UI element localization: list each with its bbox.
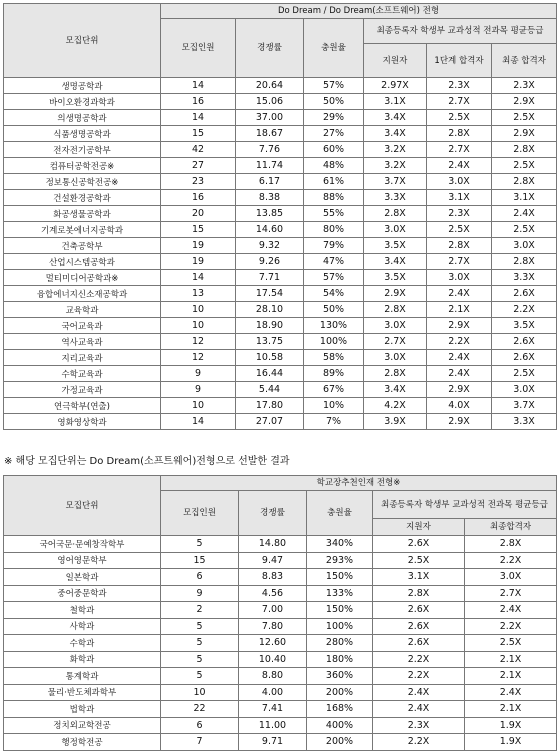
value-cell: 7.00 bbox=[239, 602, 307, 619]
value-cell: 9 bbox=[161, 366, 236, 382]
value-cell: 2.8X bbox=[427, 126, 492, 142]
unit-name-cell: 통계학과 bbox=[4, 668, 161, 685]
table-row bbox=[4, 552, 557, 569]
unit-name-cell: 화공생물공학과 bbox=[4, 206, 161, 222]
value-cell: 4.0X bbox=[427, 398, 492, 414]
value-cell: 133% bbox=[307, 585, 373, 602]
value-cell: 89% bbox=[304, 366, 364, 382]
unit-name-cell: 건설환경공학과 bbox=[4, 190, 161, 206]
value-cell: 3.2X bbox=[364, 158, 427, 174]
table-row bbox=[4, 206, 557, 222]
value-cell: 150% bbox=[307, 569, 373, 586]
value-cell: 14 bbox=[161, 110, 236, 126]
value-cell: 11.00 bbox=[239, 717, 307, 734]
value-cell: 12 bbox=[161, 350, 236, 366]
unit-name-cell: 국어교육과 bbox=[4, 318, 161, 334]
unit-name-cell: 역사교육과 bbox=[4, 334, 161, 350]
unit-name-cell: 물리·반도체과학부 bbox=[4, 684, 161, 701]
header-group-title: Do Dream / Do Dream(소프트웨어) 전형 bbox=[161, 4, 557, 19]
value-cell: 55% bbox=[304, 206, 364, 222]
value-cell: 9 bbox=[161, 585, 239, 602]
value-cell: 13.85 bbox=[236, 206, 304, 222]
value-cell: 3.0X bbox=[427, 174, 492, 190]
value-cell: 2.3X bbox=[373, 717, 465, 734]
table-row bbox=[4, 302, 557, 318]
value-cell: 37.00 bbox=[236, 110, 304, 126]
value-cell: 17.54 bbox=[236, 286, 304, 302]
value-cell: 2.7X bbox=[427, 94, 492, 110]
value-cell: 20.64 bbox=[236, 78, 304, 94]
header-grade-group: 최종등록자 학생부 교과성적 전과목 평균등급 bbox=[364, 19, 557, 44]
value-cell: 13.75 bbox=[236, 334, 304, 350]
table-row bbox=[4, 382, 557, 398]
unit-name-cell: 정보통신공학전공※ bbox=[4, 174, 161, 190]
table-row bbox=[4, 174, 557, 190]
value-cell: 6 bbox=[161, 569, 239, 586]
value-cell: 19 bbox=[161, 238, 236, 254]
value-cell: 48% bbox=[304, 158, 364, 174]
value-cell: 14.80 bbox=[239, 536, 307, 553]
value-cell: 2.2X bbox=[373, 668, 465, 685]
value-cell: 180% bbox=[307, 651, 373, 668]
value-cell: 79% bbox=[304, 238, 364, 254]
unit-name-cell: 사학과 bbox=[4, 618, 161, 635]
value-cell: 5.44 bbox=[236, 382, 304, 398]
value-cell: 3.5X bbox=[364, 270, 427, 286]
value-cell: 3.4X bbox=[364, 382, 427, 398]
table-row bbox=[4, 585, 557, 602]
header-group-title: 학교장추천인재 전형※ bbox=[161, 476, 557, 491]
value-cell: 15 bbox=[161, 222, 236, 238]
table-row bbox=[4, 602, 557, 619]
header-competition: 경쟁률 bbox=[236, 19, 304, 78]
value-cell: 6.17 bbox=[236, 174, 304, 190]
value-cell: 2.6X bbox=[492, 350, 557, 366]
header-fill-rate: 충원율 bbox=[307, 491, 373, 536]
value-cell: 2.6X bbox=[373, 602, 465, 619]
value-cell: 2.7X bbox=[364, 334, 427, 350]
unit-name-cell: 수학교육과 bbox=[4, 366, 161, 382]
value-cell: 20 bbox=[161, 206, 236, 222]
value-cell: 4.00 bbox=[239, 684, 307, 701]
header-unit: 모집단위 bbox=[4, 4, 161, 78]
unit-name-cell: 법학과 bbox=[4, 701, 161, 718]
table-row bbox=[4, 684, 557, 701]
value-cell: 88% bbox=[304, 190, 364, 206]
value-cell: 3.1X bbox=[427, 190, 492, 206]
value-cell: 14 bbox=[161, 78, 236, 94]
table-row bbox=[4, 334, 557, 350]
table-row bbox=[4, 569, 557, 586]
value-cell: 13 bbox=[161, 286, 236, 302]
value-cell: 18.67 bbox=[236, 126, 304, 142]
value-cell: 9.47 bbox=[239, 552, 307, 569]
value-cell: 58% bbox=[304, 350, 364, 366]
header-quota: 모집인원 bbox=[161, 19, 236, 78]
unit-name-cell: 정치외교학전공 bbox=[4, 717, 161, 734]
value-cell: 100% bbox=[304, 334, 364, 350]
table-row bbox=[4, 398, 557, 414]
table-row bbox=[4, 414, 557, 430]
unit-name-cell: 연극학부(연출) bbox=[4, 398, 161, 414]
value-cell: 4.56 bbox=[239, 585, 307, 602]
value-cell: 22 bbox=[161, 701, 239, 718]
value-cell: 12 bbox=[161, 334, 236, 350]
value-cell: 2.5X bbox=[492, 222, 557, 238]
value-cell: 57% bbox=[304, 78, 364, 94]
unit-name-cell: 영화영상학과 bbox=[4, 414, 161, 430]
table-row bbox=[4, 270, 557, 286]
value-cell: 15 bbox=[161, 126, 236, 142]
value-cell: 9.26 bbox=[236, 254, 304, 270]
value-cell: 10 bbox=[161, 398, 236, 414]
value-cell: 360% bbox=[307, 668, 373, 685]
value-cell: 6 bbox=[161, 717, 239, 734]
table-row bbox=[4, 701, 557, 718]
value-cell: 42 bbox=[161, 142, 236, 158]
value-cell: 5 bbox=[161, 635, 239, 652]
unit-name-cell: 의생명공학과 bbox=[4, 110, 161, 126]
value-cell: 3.1X bbox=[364, 94, 427, 110]
value-cell: 17.80 bbox=[236, 398, 304, 414]
value-cell: 2.2X bbox=[465, 552, 557, 569]
value-cell: 47% bbox=[304, 254, 364, 270]
value-cell: 7.76 bbox=[236, 142, 304, 158]
table-row bbox=[4, 238, 557, 254]
unit-name-cell: 화학과 bbox=[4, 651, 161, 668]
value-cell: 16 bbox=[161, 94, 236, 110]
unit-name-cell: 행정학전공 bbox=[4, 734, 161, 751]
value-cell: 2.9X bbox=[427, 318, 492, 334]
table-row bbox=[4, 734, 557, 751]
header-competition: 경쟁률 bbox=[239, 491, 307, 536]
value-cell: 16 bbox=[161, 190, 236, 206]
value-cell: 2.6X bbox=[492, 334, 557, 350]
value-cell: 12.60 bbox=[239, 635, 307, 652]
value-cell: 8.38 bbox=[236, 190, 304, 206]
value-cell: 2.4X bbox=[465, 684, 557, 701]
value-cell: 15.06 bbox=[236, 94, 304, 110]
value-cell: 2.5X bbox=[427, 222, 492, 238]
value-cell: 2.4X bbox=[373, 684, 465, 701]
value-cell: 18.90 bbox=[236, 318, 304, 334]
value-cell: 10 bbox=[161, 302, 236, 318]
value-cell: 2.4X bbox=[427, 286, 492, 302]
header-applicant: 지원자 bbox=[364, 44, 427, 78]
value-cell: 3.3X bbox=[492, 270, 557, 286]
value-cell: 2.8X bbox=[364, 206, 427, 222]
value-cell: 3.0X bbox=[492, 238, 557, 254]
value-cell: 3.0X bbox=[427, 270, 492, 286]
value-cell: 200% bbox=[307, 734, 373, 751]
value-cell: 2.4X bbox=[465, 602, 557, 619]
value-cell: 19 bbox=[161, 254, 236, 270]
value-cell: 7 bbox=[161, 734, 239, 751]
table-row bbox=[4, 350, 557, 366]
value-cell: 3.2X bbox=[364, 142, 427, 158]
value-cell: 27% bbox=[304, 126, 364, 142]
table-row bbox=[4, 254, 557, 270]
value-cell: 10.58 bbox=[236, 350, 304, 366]
value-cell: 3.0X bbox=[492, 382, 557, 398]
unit-name-cell: 지리교육과 bbox=[4, 350, 161, 366]
value-cell: 2.6X bbox=[373, 536, 465, 553]
value-cell: 2.5X bbox=[427, 110, 492, 126]
value-cell: 8.80 bbox=[239, 668, 307, 685]
value-cell: 5 bbox=[161, 536, 239, 553]
table-row bbox=[4, 651, 557, 668]
value-cell: 2.2X bbox=[492, 302, 557, 318]
principal-recommendation-results-table bbox=[3, 475, 557, 751]
table-row bbox=[4, 286, 557, 302]
value-cell: 7% bbox=[304, 414, 364, 430]
value-cell: 2.5X bbox=[492, 366, 557, 382]
value-cell: 3.4X bbox=[364, 110, 427, 126]
value-cell: 61% bbox=[304, 174, 364, 190]
value-cell: 50% bbox=[304, 302, 364, 318]
value-cell: 280% bbox=[307, 635, 373, 652]
table-row bbox=[4, 190, 557, 206]
unit-name-cell: 전자전기공학부 bbox=[4, 142, 161, 158]
value-cell: 2.2X bbox=[373, 734, 465, 751]
footnote: ※ 해당 모집단위는 Do Dream(소프트웨어)전형으로 선발한 결과 bbox=[4, 456, 290, 467]
unit-name-cell: 기계로봇에너지공학과 bbox=[4, 222, 161, 238]
table-row bbox=[4, 142, 557, 158]
value-cell: 2.3X bbox=[427, 206, 492, 222]
value-cell: 50% bbox=[304, 94, 364, 110]
value-cell: 2.5X bbox=[492, 110, 557, 126]
value-cell: 293% bbox=[307, 552, 373, 569]
table-row bbox=[4, 126, 557, 142]
value-cell: 2.4X bbox=[492, 206, 557, 222]
unit-name-cell: 가정교육과 bbox=[4, 382, 161, 398]
unit-name-cell: 컴퓨터공학전공※ bbox=[4, 158, 161, 174]
value-cell: 3.0X bbox=[364, 350, 427, 366]
value-cell: 57% bbox=[304, 270, 364, 286]
value-cell: 2.6X bbox=[373, 618, 465, 635]
value-cell: 150% bbox=[307, 602, 373, 619]
value-cell: 3.0X bbox=[364, 222, 427, 238]
value-cell: 4.2X bbox=[364, 398, 427, 414]
unit-name-cell: 교육학과 bbox=[4, 302, 161, 318]
table-row bbox=[4, 78, 557, 94]
value-cell: 5 bbox=[161, 668, 239, 685]
header-final: 최종 합격자 bbox=[492, 44, 557, 78]
header-fill-rate: 충원율 bbox=[304, 19, 364, 78]
value-cell: 2.1X bbox=[465, 701, 557, 718]
value-cell: 9.32 bbox=[236, 238, 304, 254]
value-cell: 2.8X bbox=[364, 366, 427, 382]
value-cell: 2.4X bbox=[373, 701, 465, 718]
value-cell: 1.9X bbox=[465, 717, 557, 734]
value-cell: 2.5X bbox=[373, 552, 465, 569]
value-cell: 29% bbox=[304, 110, 364, 126]
value-cell: 2.6X bbox=[492, 286, 557, 302]
value-cell: 8.83 bbox=[239, 569, 307, 586]
value-cell: 10.40 bbox=[239, 651, 307, 668]
value-cell: 10 bbox=[161, 318, 236, 334]
unit-name-cell: 중어중문학과 bbox=[4, 585, 161, 602]
unit-name-cell: 일본학과 bbox=[4, 569, 161, 586]
value-cell: 9 bbox=[161, 382, 236, 398]
value-cell: 100% bbox=[307, 618, 373, 635]
header-quota: 모집인원 bbox=[161, 491, 239, 536]
do-dream-results-table bbox=[3, 3, 557, 430]
value-cell: 3.5X bbox=[492, 318, 557, 334]
value-cell: 2.4X bbox=[427, 350, 492, 366]
header-grade-group: 최종등록자 학생부 교과성적 전과목 평균등급 bbox=[373, 491, 557, 519]
value-cell: 2.8X bbox=[427, 238, 492, 254]
value-cell: 7.41 bbox=[239, 701, 307, 718]
value-cell: 15 bbox=[161, 552, 239, 569]
value-cell: 2.9X bbox=[492, 126, 557, 142]
table-row bbox=[4, 158, 557, 174]
value-cell: 2.9X bbox=[364, 286, 427, 302]
value-cell: 2.8X bbox=[492, 142, 557, 158]
value-cell: 27.07 bbox=[236, 414, 304, 430]
value-cell: 2.6X bbox=[373, 635, 465, 652]
value-cell: 3.0X bbox=[465, 569, 557, 586]
table-row bbox=[4, 222, 557, 238]
value-cell: 2.7X bbox=[427, 142, 492, 158]
value-cell: 7.71 bbox=[236, 270, 304, 286]
value-cell: 2.2X bbox=[373, 651, 465, 668]
value-cell: 27 bbox=[161, 158, 236, 174]
header-final: 최종합격자 bbox=[465, 519, 557, 536]
value-cell: 2.8X bbox=[492, 254, 557, 270]
value-cell: 3.1X bbox=[492, 190, 557, 206]
table1-body bbox=[4, 78, 557, 430]
header-applicant: 지원자 bbox=[373, 519, 465, 536]
value-cell: 14.60 bbox=[236, 222, 304, 238]
value-cell: 3.3X bbox=[492, 414, 557, 430]
value-cell: 2.3X bbox=[492, 78, 557, 94]
table-row bbox=[4, 618, 557, 635]
value-cell: 2 bbox=[161, 602, 239, 619]
value-cell: 2.1X bbox=[465, 651, 557, 668]
value-cell: 2.9X bbox=[492, 94, 557, 110]
value-cell: 10% bbox=[304, 398, 364, 414]
value-cell: 7.80 bbox=[239, 618, 307, 635]
value-cell: 3.0X bbox=[364, 318, 427, 334]
value-cell: 1.9X bbox=[465, 734, 557, 751]
value-cell: 60% bbox=[304, 142, 364, 158]
header-unit: 모집단위 bbox=[4, 476, 161, 536]
value-cell: 14 bbox=[161, 270, 236, 286]
unit-name-cell: 국어국문·문예창작학부 bbox=[4, 536, 161, 553]
value-cell: 2.97X bbox=[364, 78, 427, 94]
value-cell: 67% bbox=[304, 382, 364, 398]
table-row bbox=[4, 318, 557, 334]
value-cell: 14 bbox=[161, 414, 236, 430]
value-cell: 16.44 bbox=[236, 366, 304, 382]
value-cell: 2.1X bbox=[465, 668, 557, 685]
value-cell: 3.3X bbox=[364, 190, 427, 206]
value-cell: 5 bbox=[161, 618, 239, 635]
value-cell: 3.1X bbox=[373, 569, 465, 586]
value-cell: 54% bbox=[304, 286, 364, 302]
value-cell: 2.8X bbox=[465, 536, 557, 553]
value-cell: 2.2X bbox=[465, 618, 557, 635]
value-cell: 11.74 bbox=[236, 158, 304, 174]
unit-name-cell: 영어영문학부 bbox=[4, 552, 161, 569]
value-cell: 3.4X bbox=[364, 126, 427, 142]
value-cell: 2.5X bbox=[492, 158, 557, 174]
value-cell: 200% bbox=[307, 684, 373, 701]
value-cell: 28.10 bbox=[236, 302, 304, 318]
unit-name-cell: 융합에너지신소재공학과 bbox=[4, 286, 161, 302]
unit-name-cell: 바이오환경과학과 bbox=[4, 94, 161, 110]
value-cell: 2.9X bbox=[427, 382, 492, 398]
value-cell: 80% bbox=[304, 222, 364, 238]
value-cell: 2.7X bbox=[465, 585, 557, 602]
value-cell: 3.4X bbox=[364, 254, 427, 270]
value-cell: 168% bbox=[307, 701, 373, 718]
value-cell: 9.71 bbox=[239, 734, 307, 751]
value-cell: 5 bbox=[161, 651, 239, 668]
value-cell: 2.4X bbox=[427, 366, 492, 382]
unit-name-cell: 식품생명공학과 bbox=[4, 126, 161, 142]
value-cell: 2.2X bbox=[427, 334, 492, 350]
unit-name-cell: 건축공학부 bbox=[4, 238, 161, 254]
value-cell: 23 bbox=[161, 174, 236, 190]
table-row bbox=[4, 110, 557, 126]
table-row bbox=[4, 668, 557, 685]
table-row bbox=[4, 635, 557, 652]
value-cell: 2.8X bbox=[373, 585, 465, 602]
value-cell: 340% bbox=[307, 536, 373, 553]
unit-name-cell: 수학과 bbox=[4, 635, 161, 652]
table-row bbox=[4, 94, 557, 110]
table-row bbox=[4, 366, 557, 382]
value-cell: 2.9X bbox=[427, 414, 492, 430]
table-row bbox=[4, 717, 557, 734]
unit-name-cell: 멀티미디어공학과※ bbox=[4, 270, 161, 286]
value-cell: 2.1X bbox=[427, 302, 492, 318]
value-cell: 3.7X bbox=[492, 398, 557, 414]
value-cell: 3.5X bbox=[364, 238, 427, 254]
value-cell: 3.7X bbox=[364, 174, 427, 190]
unit-name-cell: 철학과 bbox=[4, 602, 161, 619]
value-cell: 400% bbox=[307, 717, 373, 734]
value-cell: 130% bbox=[304, 318, 364, 334]
unit-name-cell: 산업시스템공학과 bbox=[4, 254, 161, 270]
table2-body bbox=[4, 536, 557, 751]
value-cell: 2.4X bbox=[427, 158, 492, 174]
value-cell: 2.8X bbox=[364, 302, 427, 318]
value-cell: 2.8X bbox=[492, 174, 557, 190]
table-row bbox=[4, 536, 557, 553]
header-first-stage: 1단계 합격자 bbox=[427, 44, 492, 78]
value-cell: 2.5X bbox=[465, 635, 557, 652]
unit-name-cell: 생명공학과 bbox=[4, 78, 161, 94]
value-cell: 2.7X bbox=[427, 254, 492, 270]
value-cell: 3.9X bbox=[364, 414, 427, 430]
value-cell: 2.3X bbox=[427, 78, 492, 94]
value-cell: 10 bbox=[161, 684, 239, 701]
